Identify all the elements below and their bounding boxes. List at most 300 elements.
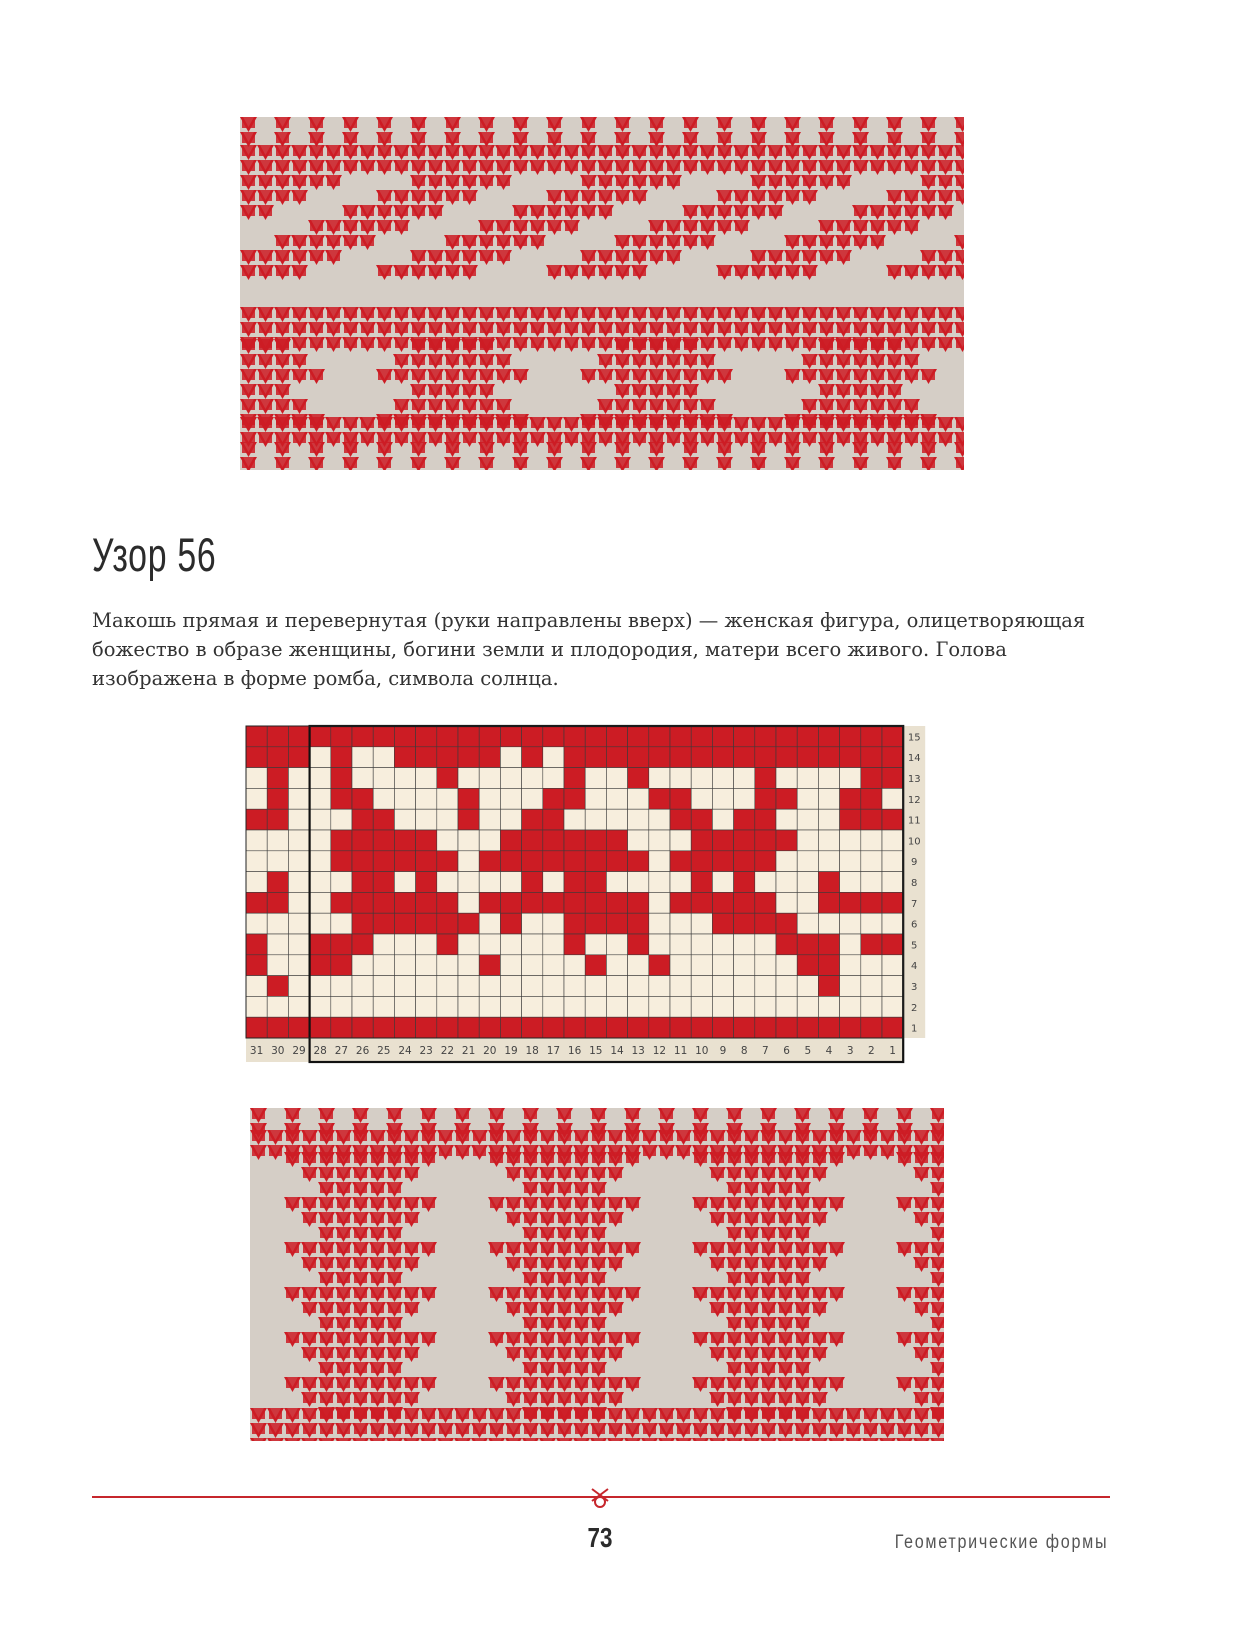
red-stitch-fill [592, 1423, 605, 1434]
chart-cell [522, 851, 543, 872]
red-stitch-fill [813, 1287, 826, 1298]
red-stitch-fill [932, 1197, 944, 1208]
red-stitch-fill [803, 417, 816, 428]
chart-cell [776, 892, 797, 913]
red-stitch-fill [541, 1287, 554, 1298]
chart-cell [373, 872, 394, 893]
red-stitch-fill [252, 1108, 265, 1119]
red-stitch-fill [932, 1377, 944, 1388]
red-stitch-fill [395, 417, 408, 428]
red-stitch-fill [609, 1377, 622, 1388]
chart-cell [543, 934, 564, 955]
red-stitch-fill [303, 1302, 316, 1313]
chart-cell [267, 809, 288, 830]
red-stitch-fill [354, 1302, 367, 1313]
knot-ornament-icon [588, 1487, 612, 1509]
red-stitch-fill [796, 1408, 809, 1419]
red-stitch-fill [507, 1212, 520, 1223]
red-stitch-fill [541, 1408, 554, 1419]
row-label: 8 [911, 878, 918, 889]
red-stitch-fill [371, 1317, 384, 1328]
red-stitch-fill [796, 1317, 809, 1328]
red-stitch-fill [320, 1130, 333, 1141]
red-stitch-fill [898, 1108, 911, 1119]
red-stitch-fill [932, 1130, 944, 1141]
red-stitch-fill [507, 1257, 520, 1268]
red-stitch-fill [541, 1317, 554, 1328]
red-stitch-fill [354, 1167, 367, 1178]
chart-cell [861, 996, 882, 1017]
red-stitch-fill [820, 175, 833, 186]
chart-cell [267, 913, 288, 934]
chart-cell [310, 872, 331, 893]
red-stitch-fill [354, 1317, 367, 1328]
red-stitch-fill [507, 1130, 520, 1141]
chart-cell [606, 830, 627, 851]
red-stitch-fill [412, 160, 425, 171]
red-stitch-fill [259, 205, 272, 216]
chart-cell [628, 768, 649, 789]
red-stitch-fill [558, 1287, 571, 1298]
red-stitch-fill [745, 1227, 758, 1238]
red-stitch-fill [803, 250, 816, 261]
red-stitch-fill [361, 417, 374, 428]
red-stitch-fill [337, 1167, 350, 1178]
red-stitch-fill [660, 1408, 673, 1419]
row-label: 11 [907, 815, 921, 827]
red-stitch-fill [932, 1227, 944, 1238]
red-stitch-fill [395, 205, 408, 216]
red-stitch-fill [337, 1287, 350, 1298]
chart-cell [373, 913, 394, 934]
column-label: 10 [695, 1045, 709, 1057]
chart-cell [543, 892, 564, 913]
red-stitch-fill [813, 1167, 826, 1178]
red-stitch-fill [276, 339, 289, 350]
chart-cell [288, 747, 309, 768]
red-stitch-fill [633, 384, 646, 395]
chart-cell [479, 851, 500, 872]
chart-cell [691, 768, 712, 789]
red-stitch-fill [378, 132, 391, 143]
chart-cell [628, 892, 649, 913]
chart-cell [331, 726, 352, 747]
red-stitch-fill [762, 1272, 775, 1283]
knitted-sample-bottom-drawing [250, 1108, 944, 1441]
chart-cell [776, 851, 797, 872]
red-stitch-fill [276, 265, 289, 276]
chart-cell [416, 976, 437, 997]
red-stitch-fill [446, 145, 459, 156]
chart-cell [691, 1017, 712, 1038]
red-stitch-fill [337, 1242, 350, 1253]
chart-cell [352, 768, 373, 789]
red-stitch-fill [446, 307, 459, 318]
red-stitch-fill [718, 160, 731, 171]
red-stitch-fill [344, 457, 357, 468]
red-stitch-fill [915, 1377, 928, 1388]
red-stitch-fill [371, 1302, 384, 1313]
chart-cell [691, 955, 712, 976]
chart-cell [776, 996, 797, 1017]
chart-cell [840, 830, 861, 851]
red-stitch-fill [361, 160, 374, 171]
red-stitch-fill [480, 399, 493, 410]
column-label: 30 [271, 1045, 285, 1057]
chart-cell [352, 996, 373, 1017]
chart-cell [543, 788, 564, 809]
red-stitch-fill [456, 1408, 469, 1419]
red-stitch-fill [616, 132, 629, 143]
red-stitch-fill [667, 145, 680, 156]
row-label: 3 [911, 982, 918, 993]
red-stitch-fill [762, 1167, 775, 1178]
red-stitch-fill [575, 1167, 588, 1178]
red-stitch-fill [609, 1438, 622, 1441]
red-stitch-fill [531, 145, 544, 156]
red-stitch-fill [854, 384, 867, 395]
red-stitch-fill [779, 1272, 792, 1283]
column-label: 21 [461, 1045, 476, 1057]
red-stitch-fill [286, 1438, 299, 1441]
chart-cell [840, 747, 861, 768]
chart-cell [437, 830, 458, 851]
red-stitch-fill [915, 1332, 928, 1343]
chart-cell [416, 1017, 437, 1038]
red-stitch-fill [480, 442, 493, 453]
chart-cell [458, 830, 479, 851]
chart-cell [564, 872, 585, 893]
red-stitch-fill [378, 442, 391, 453]
red-stitch-fill [728, 1347, 741, 1358]
chart-cell [458, 913, 479, 934]
red-stitch-fill [371, 1392, 384, 1403]
red-stitch-fill [854, 399, 867, 410]
red-stitch-fill [956, 322, 964, 333]
chart-cell [628, 726, 649, 747]
red-stitch-fill [898, 1287, 911, 1298]
chart-cell [352, 788, 373, 809]
red-stitch-fill [939, 337, 952, 348]
chart-cell [373, 830, 394, 851]
red-stitch-fill [293, 265, 306, 276]
chart-cell [670, 892, 691, 913]
red-stitch-fill [337, 1347, 350, 1358]
red-stitch-fill [565, 337, 578, 348]
red-stitch-fill [813, 1212, 826, 1223]
red-stitch-fill [650, 235, 663, 246]
red-stitch-fill [371, 1167, 384, 1178]
chart-cell [288, 809, 309, 830]
red-stitch-fill [378, 457, 391, 468]
red-stitch-fill [412, 384, 425, 395]
red-stitch-fill [796, 1272, 809, 1283]
red-stitch-fill [796, 1167, 809, 1178]
red-stitch-fill [932, 1392, 944, 1403]
chart-cell [437, 1017, 458, 1038]
chart-cell [797, 768, 818, 789]
red-stitch-fill [303, 1212, 316, 1223]
red-stitch-fill [701, 235, 714, 246]
red-stitch-fill [932, 1332, 944, 1343]
red-stitch-fill [830, 1152, 843, 1163]
red-stitch-fill [388, 1377, 401, 1388]
chart-cell [734, 913, 755, 934]
red-stitch-fill [320, 1272, 333, 1283]
chart-cell [712, 809, 733, 830]
red-stitch-fill [745, 1332, 758, 1343]
chart-cell [585, 955, 606, 976]
red-stitch-fill [769, 175, 782, 186]
chart-cell [797, 747, 818, 768]
chart-cell [394, 726, 415, 747]
red-stitch-fill [463, 190, 476, 201]
red-stitch-fill [558, 1423, 571, 1434]
red-stitch-fill [514, 132, 527, 143]
red-stitch-fill [888, 369, 901, 380]
chart-cell [712, 830, 733, 851]
red-stitch-fill [616, 417, 629, 428]
chart-cell [628, 809, 649, 830]
red-stitch-fill [371, 1438, 384, 1441]
red-stitch-fill [881, 1130, 894, 1141]
red-stitch-fill [541, 1167, 554, 1178]
chart-cell [352, 851, 373, 872]
red-stitch-fill [616, 384, 629, 395]
red-stitch-fill [633, 265, 646, 276]
red-stitch-fill [514, 432, 527, 443]
red-stitch-fill [354, 1108, 367, 1119]
red-stitch-fill [592, 1287, 605, 1298]
red-stitch-fill [388, 1227, 401, 1238]
chart-cell [500, 872, 521, 893]
red-stitch-fill [337, 1197, 350, 1208]
chart-cell [458, 768, 479, 789]
red-stitch-fill [412, 322, 425, 333]
chart-cell [797, 830, 818, 851]
chart-cell [543, 955, 564, 976]
red-stitch-fill [694, 1287, 707, 1298]
red-stitch-fill [820, 339, 833, 350]
red-stitch-fill [830, 1332, 843, 1343]
chart-cell [734, 747, 755, 768]
red-stitch-fill [558, 1167, 571, 1178]
red-stitch-fill [582, 457, 595, 468]
chart-cell [500, 996, 521, 1017]
red-stitch-fill [480, 235, 493, 246]
chart-cell [882, 809, 903, 830]
chart-cell [522, 996, 543, 1017]
chart-cell [373, 934, 394, 955]
red-stitch-fill [830, 1377, 843, 1388]
red-stitch-fill [320, 1317, 333, 1328]
red-stitch-fill [735, 190, 748, 201]
chart-cell [267, 892, 288, 913]
red-stitch-fill [915, 1212, 928, 1223]
chart-cell [437, 768, 458, 789]
chart-cell [755, 872, 776, 893]
red-stitch-fill [813, 1302, 826, 1313]
red-stitch-fill [439, 1130, 452, 1141]
chart-cell [840, 934, 861, 955]
red-stitch-fill [643, 1423, 656, 1434]
chart-cell [416, 768, 437, 789]
red-stitch-fill [429, 250, 442, 261]
red-stitch-fill [922, 175, 935, 186]
red-stitch-fill [276, 132, 289, 143]
red-stitch-fill [412, 175, 425, 186]
red-stitch-fill [371, 1408, 384, 1419]
red-stitch-fill [932, 1257, 944, 1268]
column-label: 7 [762, 1045, 769, 1057]
red-stitch-fill [626, 1152, 639, 1163]
red-stitch-fill [514, 145, 527, 156]
red-stitch-fill [286, 1377, 299, 1388]
column-label: 2 [868, 1045, 875, 1057]
red-stitch-fill [463, 384, 476, 395]
red-stitch-fill [871, 339, 884, 350]
red-stitch-fill [507, 1438, 520, 1441]
chart-cell [373, 809, 394, 830]
red-stitch-fill [320, 1167, 333, 1178]
chart-cell [840, 788, 861, 809]
red-stitch-fill [650, 399, 663, 410]
red-stitch-fill [524, 1257, 537, 1268]
red-stitch-fill [395, 337, 408, 348]
red-stitch-fill [395, 265, 408, 276]
chart-cell [734, 726, 755, 747]
chart-cell [585, 830, 606, 851]
chart-cell [331, 747, 352, 768]
red-stitch-fill [752, 250, 765, 261]
red-stitch-fill [354, 1423, 367, 1434]
chart-cell [649, 976, 670, 997]
chart-cell [818, 1017, 839, 1038]
chart-cell [861, 955, 882, 976]
red-stitch-fill [752, 417, 765, 428]
red-stitch-fill [888, 417, 901, 428]
red-stitch-fill [905, 322, 918, 333]
red-stitch-fill [599, 322, 612, 333]
red-stitch-fill [599, 399, 612, 410]
red-stitch-fill [633, 235, 646, 246]
red-stitch-fill [507, 1332, 520, 1343]
chart-cell [776, 809, 797, 830]
red-stitch-fill [609, 1347, 622, 1358]
red-stitch-fill [779, 1152, 792, 1163]
red-stitch-fill [735, 417, 748, 428]
red-stitch-fill [388, 1272, 401, 1283]
red-stitch-fill [701, 220, 714, 231]
red-stitch-fill [480, 322, 493, 333]
red-stitch-fill [412, 205, 425, 216]
red-stitch-fill [956, 175, 964, 186]
chart-cell [691, 747, 712, 768]
red-stitch-fill [592, 1257, 605, 1268]
red-stitch-fill [599, 190, 612, 201]
chart-cell [734, 934, 755, 955]
red-stitch-fill [813, 1423, 826, 1434]
red-stitch-fill [677, 1408, 690, 1419]
red-stitch-fill [303, 1197, 316, 1208]
red-stitch-fill [667, 235, 680, 246]
red-stitch-fill [932, 1242, 944, 1253]
red-stitch-fill [956, 160, 964, 171]
chart-cell [712, 851, 733, 872]
column-label: 1 [889, 1045, 896, 1057]
red-stitch-fill [796, 1108, 809, 1119]
red-stitch-fill [371, 1152, 384, 1163]
chart-cell [479, 996, 500, 1017]
red-stitch-fill [650, 417, 663, 428]
red-stitch-fill [796, 1182, 809, 1193]
red-stitch-fill [565, 432, 578, 443]
row-label: 10 [907, 836, 921, 848]
red-stitch-fill [633, 354, 646, 365]
red-stitch-fill [565, 220, 578, 231]
red-stitch-fill [711, 1423, 724, 1434]
red-stitch-fill [905, 354, 918, 365]
chart-cell [882, 768, 903, 789]
red-stitch-fill [558, 1152, 571, 1163]
red-stitch-fill [286, 1423, 299, 1434]
red-stitch-fill [388, 1423, 401, 1434]
chart-cell [585, 892, 606, 913]
chart-cell [246, 892, 267, 913]
red-stitch-fill [786, 369, 799, 380]
red-stitch-fill [684, 354, 697, 365]
red-stitch-fill [388, 1197, 401, 1208]
red-stitch-fill [881, 1408, 894, 1419]
red-stitch-fill [541, 1423, 554, 1434]
chart-cell [585, 996, 606, 1017]
chart-cell [416, 851, 437, 872]
chart-cell [288, 976, 309, 997]
red-stitch-fill [701, 337, 714, 348]
red-stitch-fill [463, 175, 476, 186]
chart-cell [246, 726, 267, 747]
red-stitch-fill [599, 337, 612, 348]
red-stitch-fill [303, 1257, 316, 1268]
chart-cell [712, 726, 733, 747]
red-stitch-fill [820, 322, 833, 333]
red-stitch-fill [599, 354, 612, 365]
red-stitch-fill [276, 432, 289, 443]
chart-cell [352, 955, 373, 976]
chart-cell [734, 892, 755, 913]
red-stitch-fill [582, 307, 595, 318]
red-stitch-fill [269, 1130, 282, 1141]
red-stitch-fill [820, 160, 833, 171]
red-stitch-fill [473, 1408, 486, 1419]
red-stitch-fill [752, 190, 765, 201]
red-stitch-fill [514, 205, 527, 216]
red-stitch-fill [762, 1197, 775, 1208]
column-label: 8 [740, 1045, 748, 1057]
chart-cell [500, 955, 521, 976]
red-stitch-fill [762, 1130, 775, 1141]
chart-cell [246, 872, 267, 893]
red-stitch-fill [684, 220, 697, 231]
chart-cell [564, 996, 585, 1017]
red-stitch-fill [820, 117, 833, 128]
red-stitch-fill [446, 442, 459, 453]
red-stitch-fill [626, 1438, 639, 1441]
red-stitch-fill [531, 432, 544, 443]
chart-cell [246, 996, 267, 1017]
red-stitch-fill [660, 1108, 673, 1119]
red-stitch-fill [293, 160, 306, 171]
